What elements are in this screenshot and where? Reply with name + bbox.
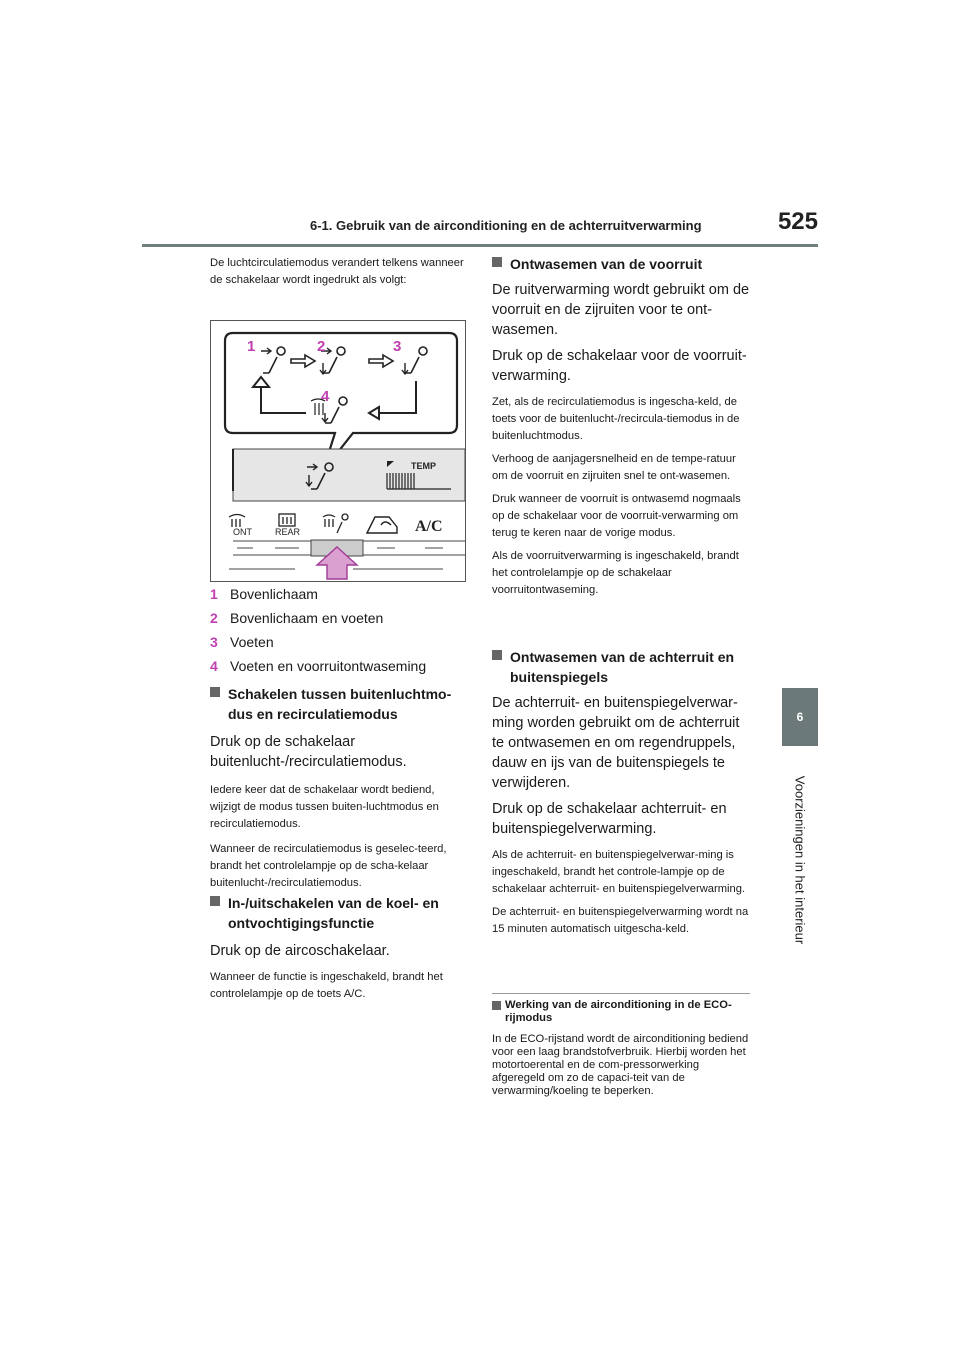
legend-text: Bovenlichaam en voeten: [230, 610, 384, 626]
section-note: Wanneer de functie is ingeschakeld, brandt het controlelampje op de toets A/C.: [210, 971, 443, 1000]
section-note: Zet, als de recirculatiemodus is ingescha-keld, de toets voor de buitenlucht-/recircula-tiemodus in de buitenluchtmodus.: [492, 396, 740, 442]
intro-text: De luchtcirculatiemodus verandert telkens wanneer de schakelaar wordt ingedrukt als volgt:: [210, 257, 464, 286]
header-rule: [142, 244, 818, 247]
legend-number: 3: [210, 634, 218, 650]
section-note: Verhoog de aanjagersnelheid en de tempe-ratuur om de voorruit en zijruiten snel te ont-wasemen.: [492, 453, 736, 482]
section-note: Iedere keer dat de schakelaar wordt bediend, wijzigt de modus tussen buiten-luchtmodus en recirculatiemodus.: [210, 784, 439, 830]
section-title: 6-1. Gebruik van de airconditioning en de achterruitverwarming: [310, 218, 702, 233]
callout-1: 1: [247, 338, 256, 355]
front-label: ONT: [233, 527, 252, 537]
legend-item: [210, 608, 383, 628]
section-body: Druk op de schakelaar buitenlucht-/recirculatiemodus.: [210, 734, 407, 770]
section-note: Als de achterruit- en buitenspiegelverwar-ming is ingeschakeld, brandt het controle-lampje op de schakelaar achterruit- en buitenspiegelverwarming.: [492, 849, 746, 895]
recirculation-button-icon: [367, 517, 397, 533]
legend-text: Voeten: [230, 634, 274, 650]
legend-item: [210, 632, 274, 652]
legend-number: 4: [210, 658, 218, 674]
callout-2: 2: [317, 338, 326, 355]
section-note: De achterruit- en buitenspiegelverwarming wordt na 15 minuten automatisch uitgescha-keld.: [492, 906, 749, 935]
temp-label: TEMP: [411, 461, 437, 471]
note-heading: Werking van de airconditioning in de ECO-rijmodus: [492, 999, 750, 1025]
note-body: In de ECO-rijstand wordt de airconditioning bediend voor een laag brandstofverbruik. Hierbij worden het motortoerental en de com-pressorwerking afgeregeld om zo de capaci-teit van de verwarming/koeling te beperken.: [492, 1033, 749, 1097]
bullet-square-icon: [492, 257, 502, 267]
legend-item: [210, 656, 426, 676]
climate-panel-figure: [210, 320, 466, 582]
page-number: 525: [777, 208, 818, 235]
section-heading: Schakelen tussen buitenluchtmo-dus en recirculatiemodus: [210, 684, 468, 724]
callout-3: 3: [393, 338, 402, 355]
bullet-square-icon: [492, 1001, 501, 1010]
section-recirculation: [210, 684, 468, 892]
section-ac: [210, 893, 468, 1003]
chapter-label: Voorzieningen in het interieur: [792, 775, 808, 945]
ac-label: A/C: [415, 518, 443, 535]
section-heading: In-/uitschakelen van de koel- en ontvochtigingsfunctie: [210, 893, 468, 933]
chapter-number: 6: [796, 710, 804, 724]
rear-defrost-button-icon: [279, 514, 295, 526]
climate-panel-illustration: [211, 321, 465, 581]
callout-4: 4: [321, 388, 330, 405]
front-defrost-button-icon: [229, 515, 245, 528]
legend-item: [210, 584, 318, 604]
section-front-defrost: [492, 254, 750, 599]
legend-text: Bovenlichaam: [230, 586, 318, 602]
section-note: Als de voorruitverwarming is ingeschakeld, brandt het controlelampje op de schakelaar voorruitontwaseming.: [492, 550, 739, 596]
chapter-tab: [782, 688, 818, 746]
section-body: De ruitverwarming wordt gebruikt om de voorruit en de zijruiten voor te ont-wasemen.: [492, 282, 750, 338]
note-separator: [492, 993, 750, 994]
section-body: Druk op de schakelaar voor de voorruit-verwarming.: [492, 348, 747, 384]
bullet-square-icon: [210, 896, 220, 906]
mode-button-icon: [323, 514, 348, 533]
bullet-square-icon: [210, 687, 220, 697]
section-note: Druk wanneer de voorruit is ontwasemd nogmaals op de schakelaar voor de voorruit-verwarming om terug te keren naar de vorige modus.: [492, 493, 741, 539]
legend-number: 1: [210, 586, 218, 602]
section-heading: Ontwasemen van de achterruit en buitenspiegels: [492, 647, 750, 687]
bullet-square-icon: [492, 650, 502, 660]
section-body: De achterruit- en buitenspiegelverwar-ming worden gebruikt om de achterruit te ontwasemen en om regendruppels, dauw en ijs van de buitenspiegels te verwijderen.: [492, 695, 740, 791]
section-heading: Ontwasemen van de voorruit: [492, 254, 750, 274]
legend-text: Voeten en voorruitontwaseming: [230, 658, 427, 674]
section-body: Druk op de aircoschakelaar.: [210, 943, 390, 959]
section-rear-defrost: [492, 647, 750, 938]
legend-number: 2: [210, 610, 218, 626]
rear-label: REAR: [275, 527, 301, 537]
section-note: Wanneer de recirculatiemodus is geselec-teerd, brandt het controlelampje op de scha-kelaar buitenlucht-/recirculatiemodus.: [210, 843, 447, 889]
section-body: Druk op de schakelaar achterruit- en buitenspiegelverwarming.: [492, 801, 727, 837]
